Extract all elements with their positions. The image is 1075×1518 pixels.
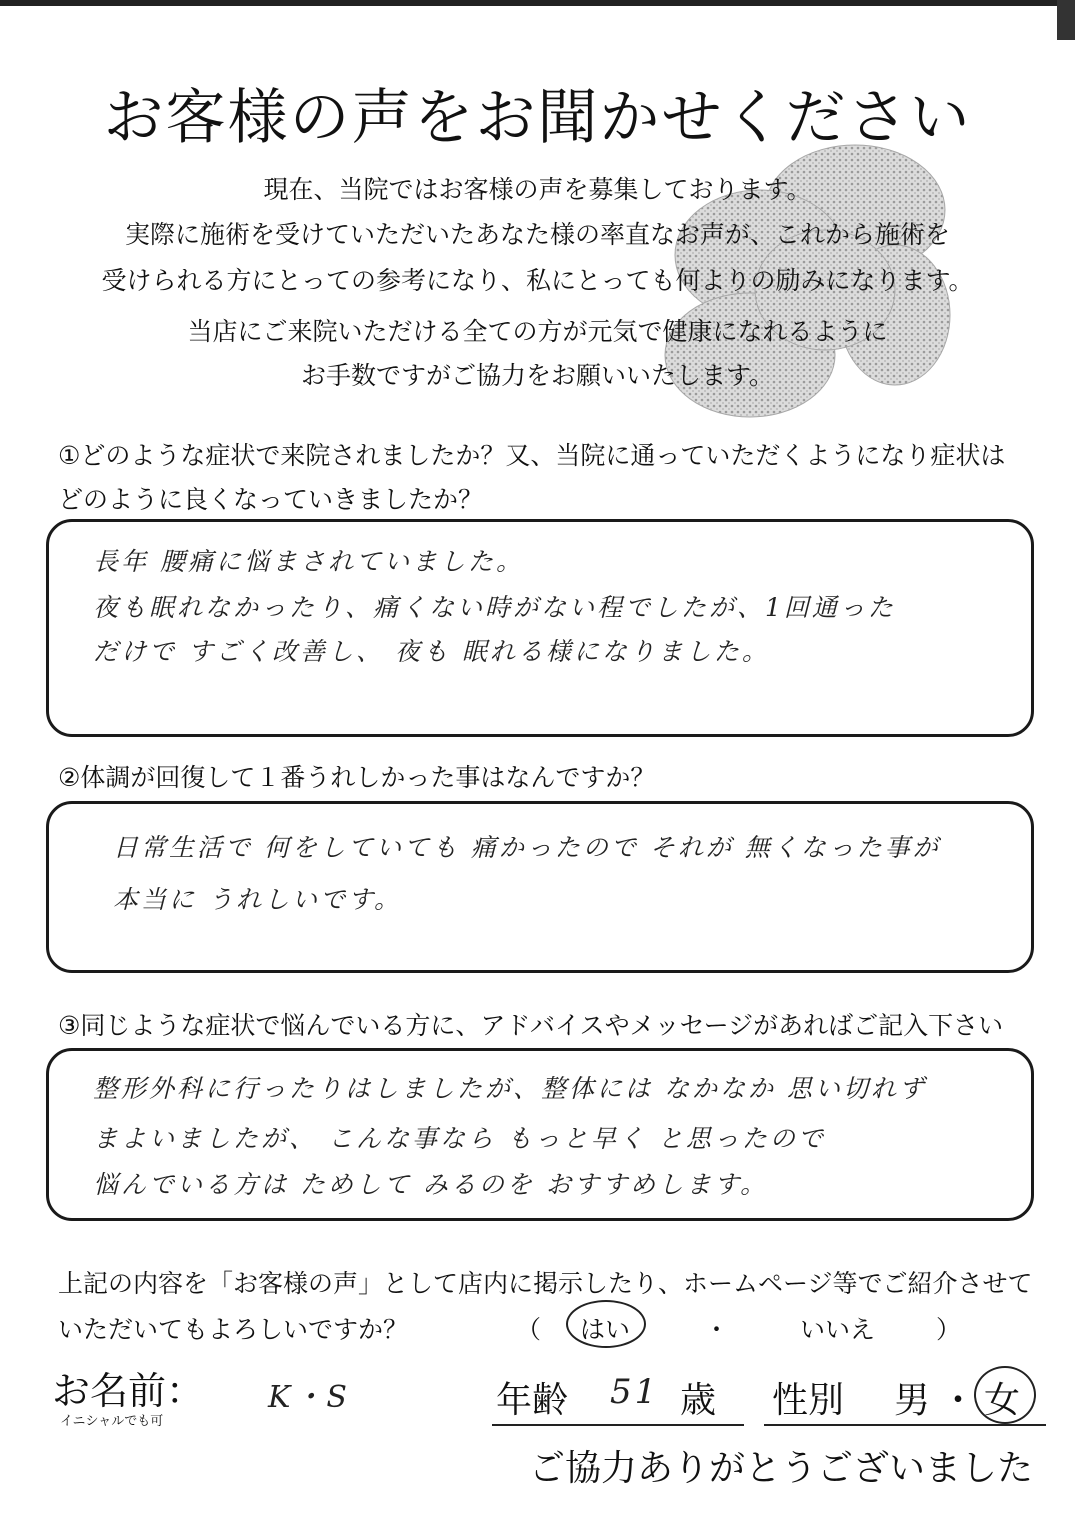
gender-label: 性別 <box>772 1380 845 1421</box>
answer-2-line-2: 本当に うれしいです。 <box>113 885 402 914</box>
yes-circle-mark <box>566 1300 646 1348</box>
answer-3-line-3: 悩んでいる方は ためして みるのを おすすめします。 <box>93 1170 769 1199</box>
gender-female-option[interactable]: 女 <box>984 1380 1021 1421</box>
answer-1-line-3: だけで すごく改善し、 夜も 眠れる様になりました。 <box>93 637 770 666</box>
age-underline <box>492 1424 744 1426</box>
answer-box-2[interactable] <box>46 801 1034 973</box>
answer-3-line-2: まよいましたが、 こんな事なら もっと早く と思ったので <box>93 1124 826 1153</box>
top-border <box>0 0 1075 6</box>
intro-line-5: お手数ですがご協力をお願いいたします。 <box>300 361 774 390</box>
gender-male-option[interactable]: 男 <box>894 1380 931 1421</box>
consent-close-paren: ） <box>936 1315 962 1344</box>
page-title: お客様の声をお聞かせください <box>103 83 972 153</box>
name-label: お名前： <box>52 1369 205 1413</box>
answer-3-line-1: 整形外科に行ったりはしましたが、整体には なかなか 思い切れず <box>93 1074 927 1103</box>
gender-underline <box>764 1424 1046 1426</box>
consent-separator: ・ <box>704 1315 730 1344</box>
consent-yes-option[interactable]: はい <box>580 1315 631 1344</box>
consent-line-2: いただいてもよろしいですか？ <box>58 1315 409 1344</box>
consent-line-1: 上記の内容を「お客様の声」として店内に掲示したり、ホームページ等でご紹介させて <box>58 1269 1033 1298</box>
question-3-line-1: ③同じような症状で悩んでいる方に、アドバイスやメッセージがあればご記入下さい <box>58 1011 1004 1040</box>
answer-box-3[interactable] <box>46 1048 1034 1221</box>
gender-separator: ・ <box>940 1380 977 1421</box>
intro-line-4: 当店にご来院いただける全ての方が元気で健康になれるように <box>187 317 888 346</box>
answer-1-line-1: 長年 腰痛に悩まされていました。 <box>93 547 524 576</box>
age-value[interactable]: 51 <box>610 1372 660 1412</box>
age-label: 年齢 <box>496 1380 569 1421</box>
question-2-line-1: ②体調が回復して１番うれしかった事はなんですか？ <box>58 763 656 792</box>
answer-2-line-1: 日常生活で 何をしていても 痛かったので それが 無くなった事が <box>113 833 941 862</box>
intro-line-2: 実際に施術を受けていただいたあなた様の率直なお声が、これから施術を <box>124 220 950 249</box>
name-note: イニシャルでも可 <box>60 1414 164 1429</box>
consent-no-option[interactable]: いいえ <box>800 1315 876 1344</box>
thank-you-message: ご協力ありがとうございました <box>528 1448 1033 1489</box>
answer-box-1[interactable] <box>46 519 1034 737</box>
intro-line-3: 受けられる方にとっての参考になり、私にとっても何よりの励みになります。 <box>101 266 974 295</box>
answer-1-line-2: 夜も眠れなかったり、痛くない時がない程でしたが、1回通った <box>93 593 896 622</box>
question-1-line-1: ①どのような症状で来院されましたか？又、当院に通っていただくようになり症状は <box>58 441 1006 470</box>
female-circle-mark <box>974 1366 1036 1424</box>
name-value[interactable]: K・S <box>268 1380 350 1415</box>
consent-open-paren: （ <box>516 1315 542 1344</box>
scan-corner <box>1057 0 1075 40</box>
age-unit: 歳 <box>680 1380 717 1421</box>
intro-line-1: 現在、当院ではお客様の声を募集しております。 <box>263 175 812 204</box>
question-1-line-2: どのように良くなっていきましたか？ <box>58 485 484 514</box>
